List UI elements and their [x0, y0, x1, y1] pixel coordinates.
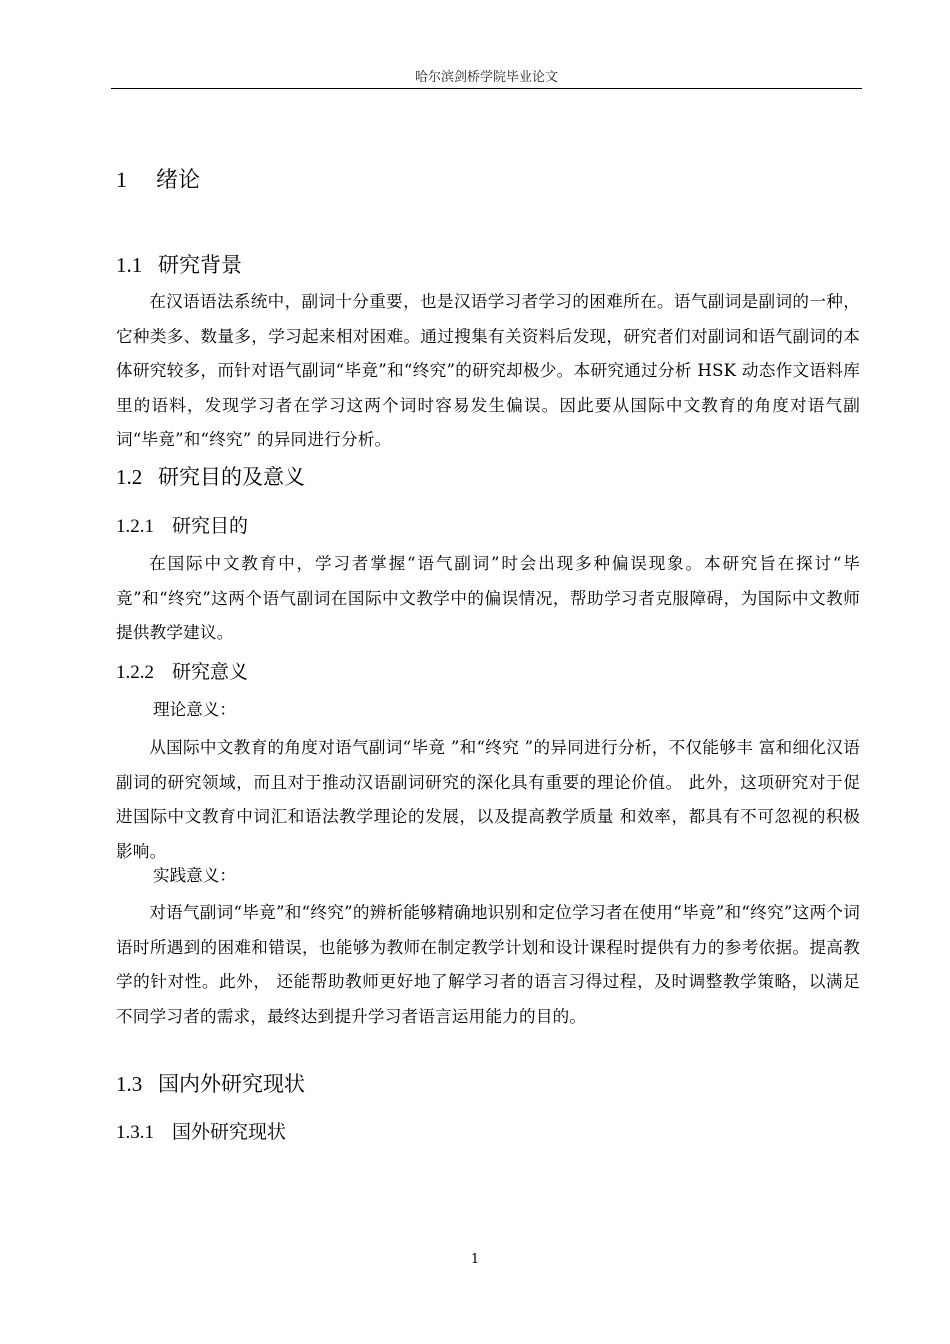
subsection-title: 研究意义 — [172, 661, 249, 683]
subsection-heading-1-2-1 — [116, 511, 248, 538]
subsection-number: 1.2.2 — [116, 662, 154, 683]
section-number: 1.2 — [116, 465, 143, 489]
section-number: 1.3 — [116, 1072, 143, 1096]
chapter-heading — [116, 163, 200, 194]
page-header: 哈尔滨剑桥学院毕业论文 — [414, 70, 558, 85]
theory-paragraph: 从国际中文教育的角度对语气副词“毕竟 ”和“终究 ”的异同进行分析，不仅能够丰 富和细化汉语副词的研究领域，而且对于推动汉语副词研究的深化具有重要的理论价值。 此外，这项研究对于促进国际中文教育中词汇和语法教学理论的发展，以及提高教学质量 和效率，都具有不可忽视的积极影响。 — [116, 738, 860, 861]
section-title: 研究背景 — [158, 253, 242, 277]
section-heading-1-3 — [116, 1068, 305, 1098]
subsection-title: 研究目的 — [172, 515, 249, 537]
section-title: 国内外研究现状 — [158, 1072, 305, 1096]
section-heading-1-2 — [116, 461, 305, 491]
subsection-title: 国外研究现状 — [172, 1121, 287, 1143]
subsection-heading-1-3-1 — [116, 1117, 286, 1144]
section-title: 研究目的及意义 — [158, 465, 305, 489]
header-rule — [111, 88, 862, 89]
practice-paragraph: 对语气副词“毕竟”和“终究”的辨析能够精确地识别和定位学习者在使用“毕竟”和“终究”这两个词语时所遇到的困难和错误，也能够为教师在制定教学计划和设计课程时提供有力的参考依据。提高教学的针对性。此外， 还能帮助教师更好地了解学习者的语言习得过程，及时调整教学策略，以满足不同学习者的需求，最终达到提升学习者语言运用能力的目的。 — [116, 903, 860, 1026]
purpose-paragraph: 在国际中文教育中，学习者掌握“语气副词”时会出现多种偏误现象。本研究旨在探讨“毕竟”和“终究”这两个语气副词在国际中文教学中的偏误情况，帮助学习者克服障碍，为国际中文教师提供教学建议。 — [116, 554, 860, 642]
theory-label: 理论意义： — [153, 700, 236, 719]
chapter-title: 绪论 — [156, 168, 201, 193]
background-paragraph: 在汉语语法系统中，副词十分重要，也是汉语学习者学习的困难所在。语气副词是副词的一种，它种类多、数量多，学习起来相对困难。通过搜集有关资料后发现，研究者们对副词和语气副词的本体研究较多，而针对语气副词“毕竟”和“终究”的研究却极少。本研究通过分析 HSK 动态作文语料库里的语料，发现学习者在学习这两个词时容易发生偏误。因此要从国际中文教育的角度对语气副词“毕竟”和“终究” 的异同进行分析。 — [116, 292, 860, 449]
section-number: 1.1 — [116, 253, 143, 277]
page-number: 1 — [470, 1252, 480, 1267]
subsection-number: 1.3.1 — [116, 1122, 154, 1143]
subsection-heading-1-2-2 — [116, 657, 248, 684]
subsection-number: 1.2.1 — [116, 516, 154, 537]
section-heading-1-1 — [116, 249, 242, 279]
chapter-number: 1 — [116, 167, 127, 192]
practice-label: 实践意义： — [153, 866, 236, 885]
